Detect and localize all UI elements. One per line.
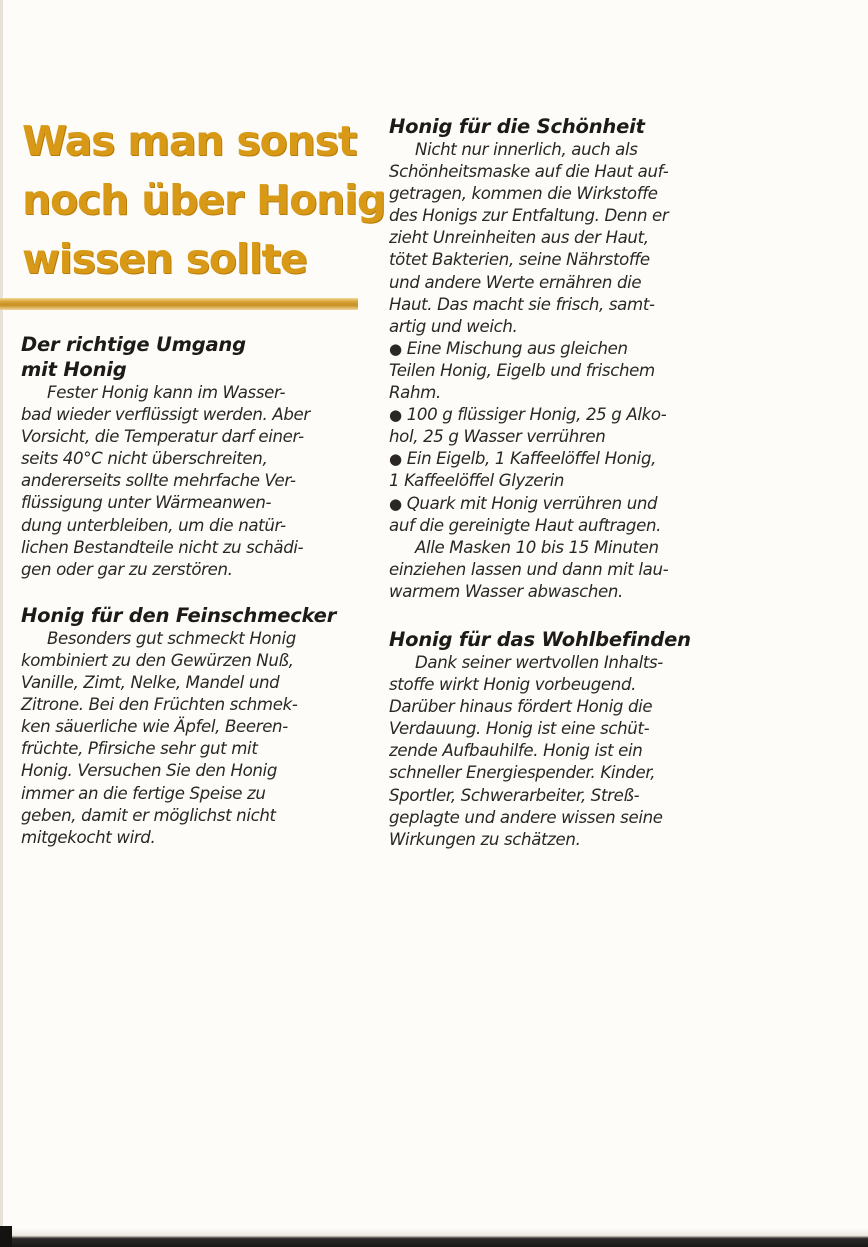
bullet-text: Ein Eigelb, 1 Kaffeelöffel Honig, [406,449,657,469]
text-line: flüssigung unter Wärmeanwen- [21,493,272,513]
text-line: lichen Bestandteile nicht zu schädi- [21,537,304,557]
title-line: wissen sollte [22,235,307,283]
text-line: Verdauung. Honig ist eine schüt- [389,719,650,739]
section-heading-schoenheit [389,114,734,139]
text-line: Vorsicht, die Temperatur darf einer- [21,427,304,447]
text-line: getragen, kommen die Wirkstoffe [389,184,658,204]
text-line: Zitrone. Bei den Früchten schmek- [21,695,298,715]
text-line: zieht Unreinheiten aus der Haut, [389,228,649,248]
heading-line: Der richtige Umgang [21,333,246,356]
text-line: mitgekocht wird. [21,827,156,847]
text-line: Honig. Versuchen Sie den Honig [21,761,278,781]
text-line: gen oder gar zu zerstören. [21,559,233,579]
bullet-text: Eine Mischung aus gleichen [406,338,628,358]
text-line: geben, damit er möglichst nicht [21,805,276,825]
text-line: andererseits sollte mehrfache Ver- [21,471,296,491]
heading-line: Honig für den Feinschmecker [21,603,337,627]
text-line: Fester Honig kann im Wasser- [47,383,286,402]
section-body-wohlbefinden [389,652,734,851]
bullet-icon: ● [389,406,402,425]
text-line: dung unterbleiben, um die natür- [21,515,286,535]
text-line: Haut. Das macht sie frisch, samt- [389,294,655,314]
bullet-item [389,338,734,360]
text-line: bad wieder verflüssigt werden. Aber [21,405,310,425]
bullet-icon: ● [389,339,402,358]
text-line: hol, 25 g Wasser verrühren [389,427,606,447]
text-line: Besonders gut schmeckt Honig [47,628,296,648]
section-heading-umgang [21,332,371,382]
section-body-umgang [21,382,371,581]
page-edge-bottom [0,1228,868,1247]
text-line: und andere Werte ernähren die [389,272,642,292]
title-line: Was man sonst [22,117,357,165]
bullet-item [389,493,734,515]
page-edge-corner [0,1226,12,1247]
text-line: Darüber hinaus fördert Honig die [389,697,653,717]
text-line: zende Aufbauhilfe. Honig ist ein [389,741,643,761]
text-line: des Honigs zur Entfaltung. Denn er [389,206,669,226]
text-line: Vanille, Zimt, Nelke, Mandel und [21,673,280,693]
bullet-item [389,448,734,470]
bullet-icon: ● [389,494,402,513]
text-line: seits 40°C nicht überschreiten, [21,449,268,469]
text-line: Teilen Honig, Eigelb und frischem [389,360,655,380]
text-line: ken säuerliche wie Äpfel, Beeren- [21,717,288,737]
left-column [21,332,371,849]
text-line: Schönheitsmaske auf die Haut auf- [389,162,669,182]
heading-line: Honig für das Wohlbefinden [389,627,691,651]
text-line: artig und weich. [389,316,518,336]
heading-line: mit Honig [21,358,127,381]
text-line: stoffe wirkt Honig vorbeugend. [389,675,637,695]
right-column [389,114,734,851]
page-edge-left [0,0,3,1247]
text-line: geplagte und andere wissen seine [389,807,663,827]
heading-line: Honig für die Schönheit [389,115,645,138]
text-line: früchte, Pfirsiche sehr gut mit [21,739,258,759]
text-line: einziehen lassen und dann mit lau- [389,559,669,579]
section-body-feinschmecker [21,628,371,849]
bullet-item [389,404,734,426]
title-line: noch über Honig [22,176,386,224]
section-heading-feinschmecker [21,603,371,628]
page-title [22,112,386,289]
text-line: Rahm. [389,383,441,403]
text-line: kombiniert zu den Gewürzen Nuß, [21,650,294,670]
text-line: Nicht nur innerlich, auch als [415,140,638,159]
bullet-icon: ● [389,450,402,469]
section-heading-wohlbefinden [389,627,734,652]
text-line: warmem Wasser abwaschen. [389,581,623,601]
text-line: auf die gereinigte Haut auftragen. [389,515,662,535]
text-line: tötet Bakterien, seine Nährstoffe [389,250,650,270]
text-line: Dank seiner wertvollen Inhalts- [415,652,663,672]
section-body-schoenheit [389,139,734,603]
text-line: schneller Energiespender. Kinder, [389,763,656,783]
text-line: Sportler, Schwerarbeiter, Streß- [389,785,640,805]
text-line: Wirkungen zu schätzen. [389,829,581,849]
title-divider-rule [0,298,358,310]
text-line: Alle Masken 10 bis 15 Minuten [415,537,659,557]
bullet-text: 100 g flüssiger Honig, 25 g Alko- [406,405,667,425]
text-line: immer an die fertige Speise zu [21,783,266,803]
text-line: 1 Kaffeelöffel Glyzerin [389,471,565,491]
bullet-text: Quark mit Honig verrühren und [406,493,658,513]
